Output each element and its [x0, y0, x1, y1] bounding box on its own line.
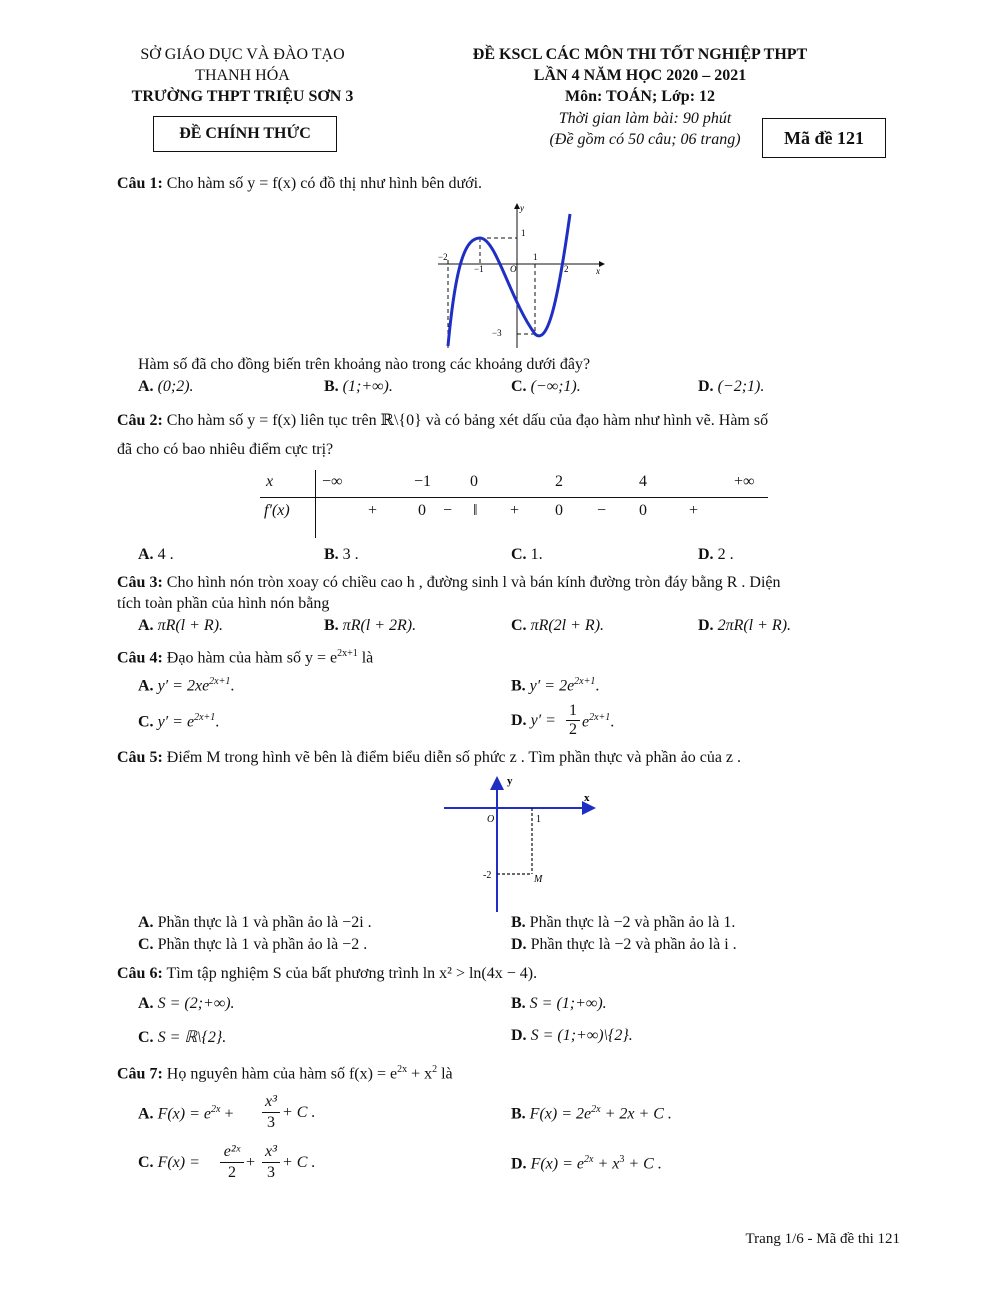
y-axis-label: y [507, 775, 513, 787]
question-5-option-c: C. Phần thực là 1 và phần ảo là −2 . [138, 936, 368, 953]
y-axis-label: y [520, 203, 524, 213]
tick-minus-2: −2 [438, 252, 448, 262]
question-6-option-d: D. S = (1;+∞)\{2}. [511, 1027, 633, 1044]
exam-duration: Thời gian làm bài: 90 phút [558, 110, 732, 127]
question-4-option-b: B. $y' = 2e^{2x+1}$. [511, 676, 600, 695]
question-1-question: Hàm số đã cho đồng biến trên khoảng nào trong các khoảng dưới đây? [138, 356, 591, 373]
question-1-graph [430, 200, 610, 350]
x-axis-label: x [596, 266, 600, 276]
point-m-label: M [534, 874, 543, 885]
function-curve [448, 214, 570, 346]
official-exam-box [153, 116, 337, 152]
question-2-stem-cont: đã cho có bao nhiêu điểm cực trị? [117, 441, 334, 458]
question-1-label: Câu 1: [117, 175, 163, 192]
tick-1: 1 [533, 252, 538, 262]
x-axis-label: x [584, 792, 590, 804]
question-2-stem: Câu 2: Cho hàm số y = f(x) liên tục trên ℝ\{0} và có bảng xét dấu của đạo hàm như hình vẽ. Hàm số [117, 412, 769, 429]
question-5-option-b: B. Phần thực là −2 và phần ảo là 1. [511, 914, 736, 931]
question-6-option-b: B. S = (1;+∞). [511, 995, 607, 1012]
question-5-stem: Câu 5: Điểm M trong hình vẽ bên là điểm biểu diễn số phức z . Tìm phần thực và phần ảo của z . [117, 749, 742, 766]
tick-y-1: 1 [521, 228, 526, 238]
department-name: SỞ GIÁO DỤC VÀ ĐÀO TẠO [140, 46, 345, 63]
school-name: TRƯỜNG THPT TRIỆU SƠN 3 [131, 88, 354, 105]
official-exam-label: ĐỀ CHÍNH THỨC [179, 125, 311, 142]
sign-table: x f′(x) −∞ −1 0 2 4 +∞ + 0 − ‖ + 0 − 0 + [260, 470, 770, 538]
province-name: THANH HÓA [195, 67, 290, 84]
question-6-option-a: A. S = (2;+∞). [138, 995, 235, 1012]
question-3-stem: Câu 3: Cho hình nón tròn xoay có chiều cao h , đường sinh l và bán kính đường tròn đáy bằng R . Diện [117, 574, 781, 591]
question-5-option-a: A. Phần thực là 1 và phần ảo là −2i . [138, 914, 372, 931]
question-6-option-c: C. S = ℝ\{2}. [138, 1029, 227, 1046]
question-6-stem: Câu 6: Tìm tập nghiệm S của bất phương trình ln x² > ln(4x − 4). [117, 965, 538, 982]
exam-round: LẦN 4 NĂM HỌC 2020 – 2021 [533, 67, 747, 84]
question-1-stem: Câu 1: Cho hàm số y = f(x) có đồ thị như hình bên dưới. [117, 175, 483, 192]
question-4-option-a: A. $y' = 2xe^{2x+1}$. [138, 676, 235, 695]
question-5-option-d: D. Phần thực là −2 và phần ảo là i . [511, 936, 737, 953]
question-5-graph [440, 772, 600, 912]
page-footer: Trang 1/6 - Mã đề thi 121 [745, 1231, 900, 1247]
tick-y-minus-3: −3 [492, 328, 502, 338]
question-7-option-d: D. $F(x) = e^{2x} + x^3 + C$ . [511, 1154, 662, 1173]
tick-minus-1: −1 [474, 264, 484, 274]
origin-label: O [510, 264, 517, 274]
question-7-option-b: B. $F(x) = 2e^{2x} + 2x + C$ . [511, 1104, 672, 1123]
tick-minus-2: -2 [483, 870, 492, 881]
exam-page-count: (Đề gồm có 50 câu; 06 trang) [549, 131, 741, 148]
exam-code-box [762, 118, 886, 158]
exam-code: Mã đề 121 [784, 128, 864, 148]
exam-title: ĐỀ KSCL CÁC MÔN THI TỐT NGHIỆP THPT [472, 46, 808, 63]
question-4-option-c: C. $y' = e^{2x+1}$. [138, 712, 220, 731]
origin-label: O [487, 814, 495, 825]
tick-1: 1 [536, 814, 541, 825]
question-4-stem: Câu 4: Đạo hàm của hàm số $y = e^{2x+1}$ là [117, 648, 374, 667]
tick-2: 2 [564, 264, 569, 274]
question-3-stem-cont: tích toàn phần của hình nón bằng [117, 595, 330, 612]
exam-subject: Môn: TOÁN; Lớp: 12 [564, 88, 716, 105]
question-7-stem: Câu 7: Họ nguyên hàm của hàm số $f(x) = e^{2x} + x^2$ là [117, 1064, 453, 1083]
